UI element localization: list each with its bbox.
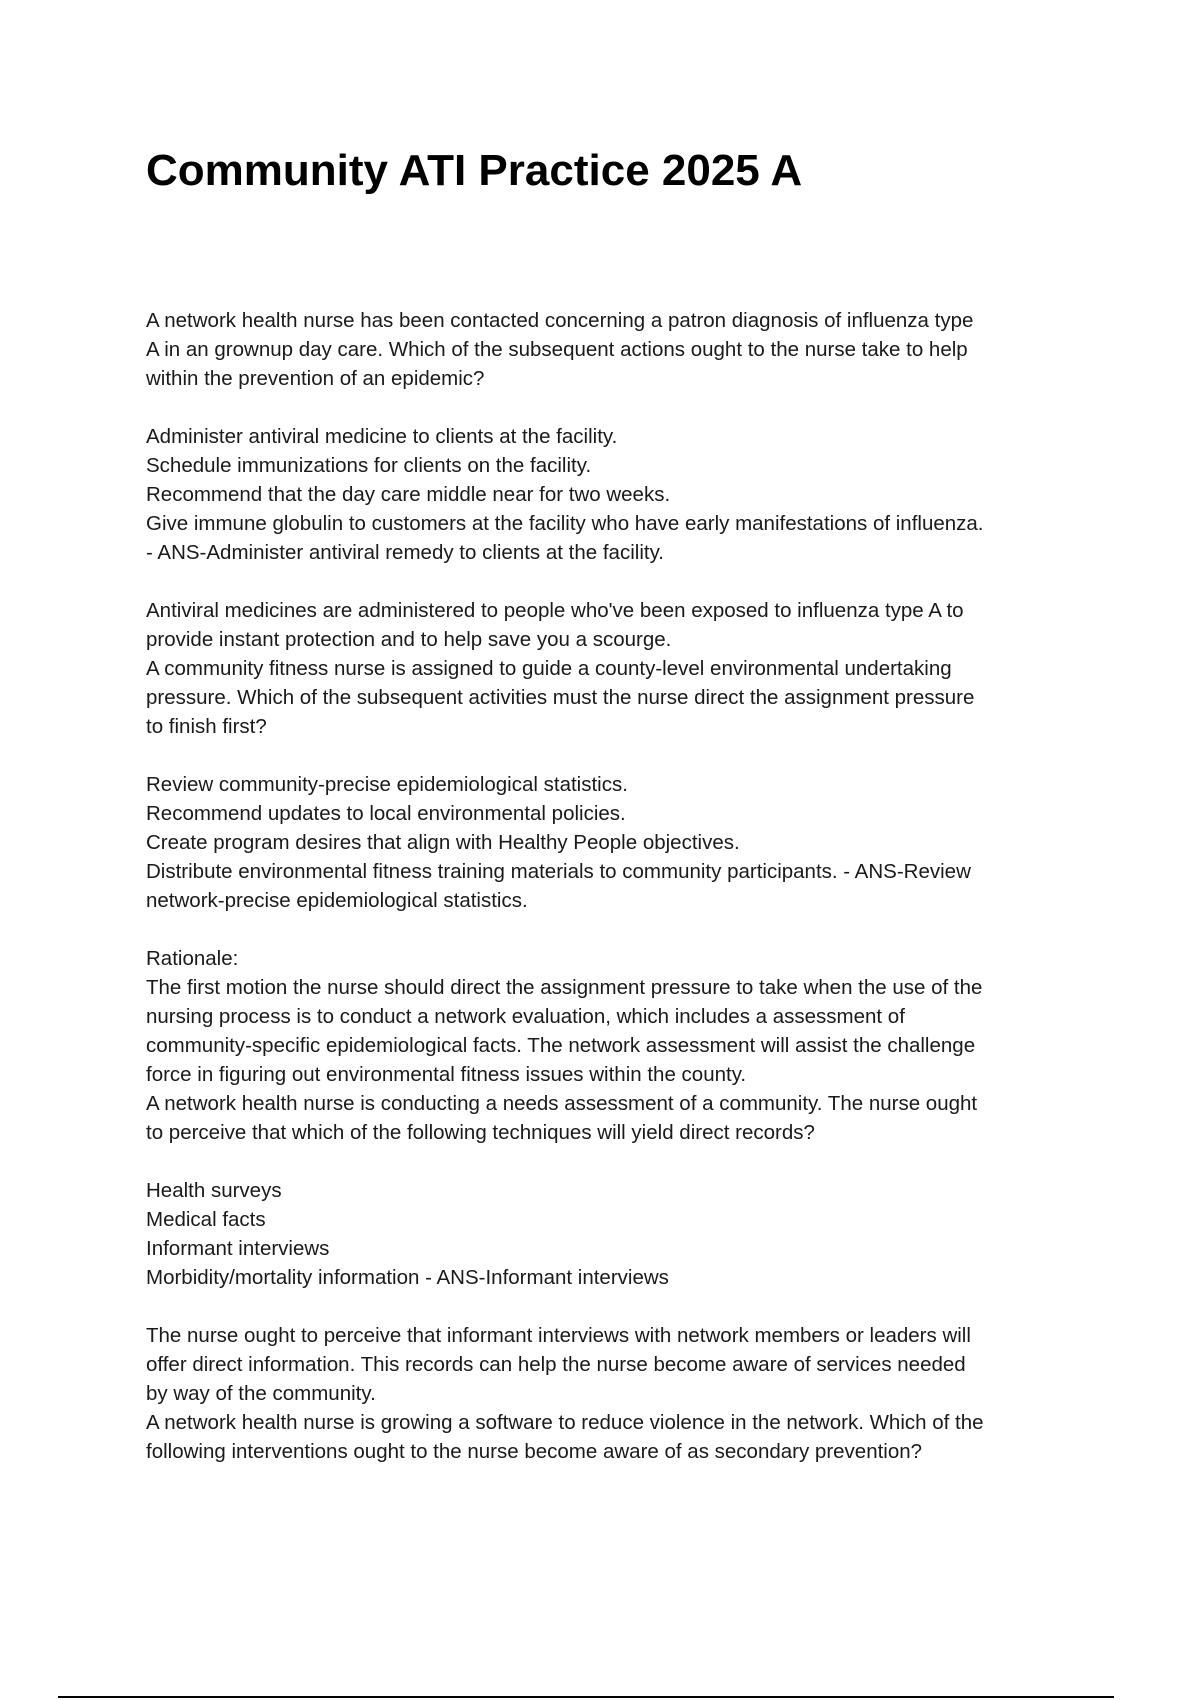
page-title: Community ATI Practice 2025 A [146,146,803,195]
text-line: Distribute environmental fitness training materials to community participants. - ANS-Review [146,860,971,883]
text-line: The nurse ought to perceive that informant interviews with network members or leaders will [146,1324,971,1347]
text-line: to perceive that which of the following techniques will yield direct records? [146,1121,815,1144]
text-block [146,422,1066,567]
text-line: Informant interviews [146,1237,330,1260]
text-line: by way of the community. [146,1382,376,1405]
paragraph-gap [146,1147,1066,1176]
paragraph-gap [146,915,1066,944]
text-block [146,770,1066,915]
document-body [146,306,1066,1466]
text-block [146,596,1066,741]
text-line: Give immune globulin to customers at the facility who have early manifestations of influenza. [146,512,984,535]
text-line: within the prevention of an epidemic? [146,367,485,390]
text-line: provide instant protection and to help save you a scourge. [146,628,672,651]
text-line: - ANS-Administer antiviral remedy to clients at the facility. [146,541,664,564]
text-line: following interventions ought to the nurse become aware of as secondary prevention? [146,1440,923,1463]
text-line: A network health nurse is growing a software to reduce violence in the network. Which of the [146,1411,984,1434]
paragraph-gap [146,741,1066,770]
text-block [146,1176,1066,1292]
text-line: Create program desires that align with Healthy People objectives. [146,831,740,854]
text-line: pressure. Which of the subsequent activities must the nurse direct the assignment pressure [146,686,975,709]
text-line: The first motion the nurse should direct the assignment pressure to take when the use of the [146,976,983,999]
text-block [146,1321,1066,1466]
page-bottom-rule [58,1696,1114,1698]
text-line: A in an grownup day care. Which of the subsequent actions ought to the nurse take to help [146,338,968,361]
text-line: to finish first? [146,715,267,738]
text-line: Recommend that the day care middle near for two weeks. [146,483,671,506]
text-line: offer direct information. This records can help the nurse become aware of services needed [146,1353,966,1376]
text-line: Recommend updates to local environmental policies. [146,802,626,825]
text-line: A network health nurse has been contacted concerning a patron diagnosis of influenza type [146,309,974,332]
text-line: Health surveys [146,1179,282,1202]
paragraph-gap [146,567,1066,596]
text-line: Administer antiviral medicine to clients at the facility. [146,425,618,448]
text-line: A network health nurse is conducting a needs assessment of a community. The nurse ought [146,1092,978,1115]
text-line: force in figuring out environmental fitness issues within the county. [146,1063,747,1086]
text-line: Rationale: [146,947,239,970]
paragraph-gap [146,393,1066,422]
text-block [146,306,1066,393]
text-line: Medical facts [146,1208,266,1231]
text-line: Review community-precise epidemiological statistics. [146,773,628,796]
text-line: Morbidity/mortality information - ANS-Informant interviews [146,1266,669,1289]
text-line: Antiviral medicines are administered to people who've been exposed to influenza type A to [146,599,964,622]
text-line: network-precise epidemiological statistics. [146,889,528,912]
text-line: community-specific epidemiological facts. The network assessment will assist the challenge [146,1034,976,1057]
paragraph-gap [146,1292,1066,1321]
text-line: Schedule immunizations for clients on the facility. [146,454,592,477]
text-line: nursing process is to conduct a network evaluation, which includes a assessment of [146,1005,905,1028]
text-block [146,944,1066,1147]
text-line: A community fitness nurse is assigned to guide a county-level environmental undertaking [146,657,952,680]
